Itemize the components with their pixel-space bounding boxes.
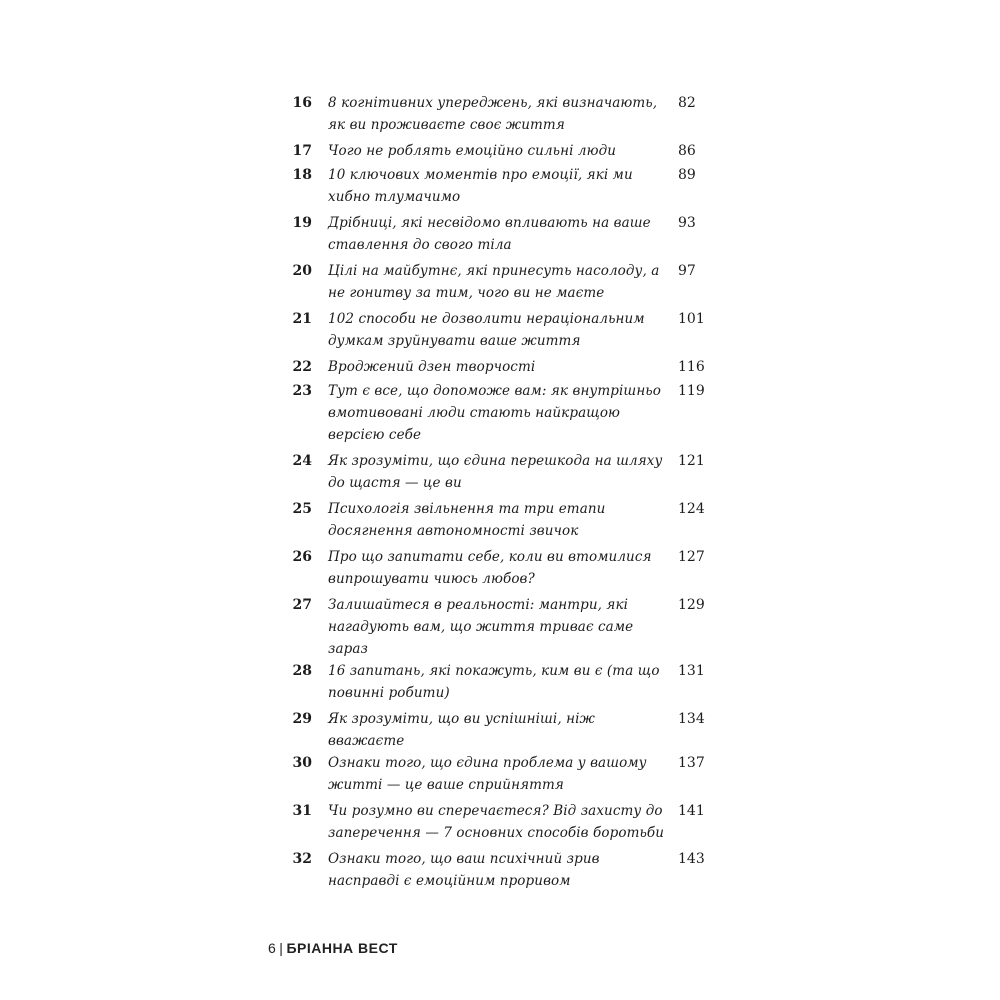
toc-entry-title: Чого не роблять емоційно сильні люди xyxy=(328,143,617,159)
toc-entry-page: 131 xyxy=(678,663,705,679)
toc-entry-number: 28 xyxy=(292,663,312,679)
toc-entry-page: 134 xyxy=(678,711,705,727)
toc-entry-title: Ознаки того, що ваш психічний зрив насправді є емоційним проривом xyxy=(328,851,600,889)
toc-entry-number: 31 xyxy=(292,803,312,819)
toc-entry-page: 119 xyxy=(678,383,705,399)
toc-entry-number: 23 xyxy=(292,383,312,399)
toc-entry xyxy=(268,708,718,752)
toc-entry-title: Психологія звільнення та три етапи досягнення автономності звичок xyxy=(328,501,606,539)
toc-entry-number: 21 xyxy=(292,311,312,327)
toc-entry-title: Залишайтеся в реальності: мантри, які нагадують вам, що життя триває саме зараз xyxy=(328,597,634,657)
toc-entry-page: 101 xyxy=(678,311,705,327)
toc-entry xyxy=(268,752,718,800)
toc-entry xyxy=(268,356,718,380)
toc-entry-page: 143 xyxy=(678,851,705,867)
toc-entry xyxy=(268,660,718,708)
toc-entry-page: 129 xyxy=(678,597,705,613)
toc-entry-number: 30 xyxy=(292,755,312,771)
toc-entry-title: Ознаки того, що єдина проблема у вашому житті — це ваше сприйняття xyxy=(328,755,647,793)
toc-entry xyxy=(268,380,718,450)
toc-entry-title: Як зрозуміти, що єдина перешкода на шляху до щастя — це ви xyxy=(328,453,663,491)
toc-entry-page: 86 xyxy=(678,143,696,159)
toc-entry-title: 10 ключових моментів про емоції, які ми хибно тлумачимо xyxy=(328,167,633,205)
toc-entry-title: 16 запитань, які покажуть, ким ви є (та що повинні робити) xyxy=(328,663,660,701)
toc-entry xyxy=(268,800,718,848)
toc-entry-title: Про що запитати себе, коли ви втомилися випрошувати чиюсь любов? xyxy=(328,549,652,587)
toc-entry-number: 32 xyxy=(292,851,312,867)
toc-entry-page: 137 xyxy=(678,755,705,771)
toc-entry-number: 20 xyxy=(292,263,312,279)
toc-list xyxy=(268,92,718,896)
toc-entry xyxy=(268,546,718,594)
toc-entry xyxy=(268,260,718,308)
toc-entry-title: Тут є все, що допоможе вам: як внутрішньо вмотивовані люди стають найкращою версією себе xyxy=(328,383,661,443)
toc-entry-title: 8 когнітивних упереджень, які визначають, як ви проживаєте своє життя xyxy=(328,95,658,133)
toc-entry-title: 102 способи не дозволити нераціональним думкам зруйнувати ваше життя xyxy=(328,311,645,349)
toc-entry xyxy=(268,848,718,896)
toc-entry-title: Цілі на майбутнє, які принесуть насолоду, а не гонитву за тим, чого ви не маєте xyxy=(328,263,660,301)
toc-entry-number: 26 xyxy=(292,549,312,565)
page-footer xyxy=(268,940,398,956)
footer-author: БРІАННА ВЕСТ xyxy=(286,940,398,956)
toc-entry-number: 17 xyxy=(292,143,312,159)
toc-entry xyxy=(268,212,718,260)
toc-entry-page: 124 xyxy=(678,501,705,517)
toc-entry-number: 29 xyxy=(292,711,312,727)
toc-entry xyxy=(268,498,718,546)
toc-entry-title: Чи розумно ви сперечаєтеся? Від захисту до заперечення — 7 основних способів боротьби xyxy=(328,803,665,841)
toc-entry-number: 19 xyxy=(292,215,312,231)
table-of-contents xyxy=(268,92,718,896)
toc-entry-title: Як зрозуміти, що ви успішніші, ніж вважаєте xyxy=(328,711,595,749)
toc-entry xyxy=(268,140,718,164)
footer-page-number: 6 xyxy=(268,940,277,956)
toc-entry-page: 141 xyxy=(678,803,705,819)
toc-entry xyxy=(268,450,718,498)
toc-entry-title: Вроджений дзен творчості xyxy=(328,359,536,375)
toc-entry-number: 16 xyxy=(292,95,312,111)
toc-entry-page: 116 xyxy=(678,359,705,375)
toc-entry xyxy=(268,164,718,212)
toc-entry-title: Дрібниці, які несвідомо впливають на ваше ставлення до свого тіла xyxy=(328,215,651,253)
toc-entry-number: 18 xyxy=(292,167,312,183)
toc-entry-number: 25 xyxy=(292,501,312,517)
toc-entry-page: 93 xyxy=(678,215,696,231)
toc-entry-number: 24 xyxy=(292,453,312,469)
toc-entry-page: 121 xyxy=(678,453,705,469)
toc-entry-number: 22 xyxy=(292,359,312,375)
toc-entry-number: 27 xyxy=(292,597,312,613)
toc-entry xyxy=(268,594,718,660)
toc-entry-page: 82 xyxy=(678,95,696,111)
toc-entry xyxy=(268,308,718,356)
footer-separator: | xyxy=(279,940,284,956)
toc-entry-page: 89 xyxy=(678,167,696,183)
toc-entry-page: 97 xyxy=(678,263,696,279)
toc-entry xyxy=(268,92,718,140)
toc-entry-page: 127 xyxy=(678,549,705,565)
